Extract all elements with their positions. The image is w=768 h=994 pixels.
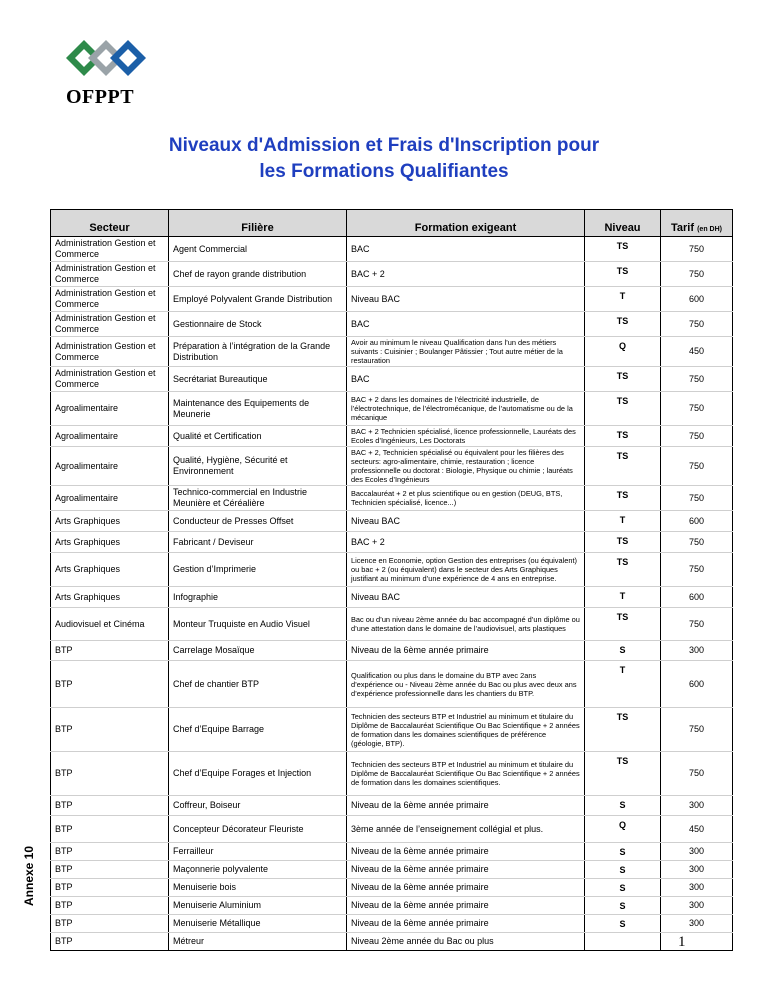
cell-secteur: BTP — [51, 915, 169, 933]
cell-filiere: Menuiserie bois — [169, 879, 347, 897]
cell-formation: Niveau de la 6ème année primaire — [347, 641, 585, 661]
header-niveau: Niveau — [585, 210, 661, 237]
cell-tarif: 750 — [661, 447, 733, 486]
cell-niveau — [585, 933, 661, 951]
cell-filiere: Menuiserie Aluminium — [169, 897, 347, 915]
cell-filiere: Gestion d’Imprimerie — [169, 553, 347, 587]
table-row — [51, 897, 733, 915]
cell-secteur: Administration Gestion et Commerce — [51, 312, 169, 337]
header-filiere: Filière — [169, 210, 347, 237]
cell-formation: Qualification ou plus dans le domaine du BTP avec 2ans d’expérience ou - Niveau 2ème année du Bac ou plus avec deux ans d’expérience professionnelle dans les chantiers du BTP. — [347, 661, 585, 708]
table-row — [51, 532, 733, 553]
cell-secteur: BTP — [51, 861, 169, 879]
cell-tarif: 750 — [661, 392, 733, 426]
cell-secteur: Administration Gestion et Commerce — [51, 287, 169, 312]
cell-niveau: T — [585, 661, 661, 708]
cell-filiere: Qualité et Certification — [169, 426, 347, 447]
cell-tarif: 750 — [661, 367, 733, 392]
cell-niveau: S — [585, 843, 661, 861]
table-row — [51, 879, 733, 897]
table-row — [51, 861, 733, 879]
cell-tarif: 750 — [661, 708, 733, 752]
cell-niveau: TS — [585, 447, 661, 486]
cell-niveau: S — [585, 796, 661, 816]
table-row — [51, 843, 733, 861]
table-row — [51, 661, 733, 708]
cell-secteur: Arts Graphiques — [51, 511, 169, 532]
cell-filiere: Chef de rayon grande distribution — [169, 262, 347, 287]
header-tarif — [661, 210, 733, 237]
cell-secteur: Agroalimentaire — [51, 447, 169, 486]
cell-tarif: 300 — [661, 897, 733, 915]
table-row — [51, 511, 733, 532]
table-row — [51, 933, 733, 951]
cell-secteur: Arts Graphiques — [51, 532, 169, 553]
cell-niveau: S — [585, 861, 661, 879]
cell-secteur: Administration Gestion et Commerce — [51, 337, 169, 367]
cell-secteur: Agroalimentaire — [51, 486, 169, 511]
cell-tarif: 600 — [661, 287, 733, 312]
cell-formation: Niveau de la 6ème année primaire — [347, 843, 585, 861]
cell-secteur: BTP — [51, 661, 169, 708]
cell-niveau: TS — [585, 752, 661, 796]
cell-tarif — [661, 933, 733, 951]
cell-secteur: BTP — [51, 843, 169, 861]
cell-niveau: TS — [585, 392, 661, 426]
cell-tarif: 300 — [661, 796, 733, 816]
cell-niveau: Q — [585, 337, 661, 367]
cell-formation: Niveau de la 6ème année primaire — [347, 897, 585, 915]
table-row — [51, 796, 733, 816]
table-row — [51, 553, 733, 587]
cell-filiere: Gestionnaire de Stock — [169, 312, 347, 337]
table-row — [51, 337, 733, 367]
cell-tarif: 750 — [661, 237, 733, 262]
cell-formation: Niveau de la 6ème année primaire — [347, 879, 585, 897]
cell-formation: BAC — [347, 367, 585, 392]
table-row — [51, 587, 733, 608]
cell-formation: Niveau de la 6ème année primaire — [347, 861, 585, 879]
cell-niveau: T — [585, 511, 661, 532]
cell-formation: BAC + 2 — [347, 262, 585, 287]
cell-secteur: BTP — [51, 752, 169, 796]
table-row — [51, 287, 733, 312]
table-row — [51, 312, 733, 337]
cell-filiere: Infographie — [169, 587, 347, 608]
side-label-text: Annexe 10 — [22, 845, 36, 906]
cell-tarif: 750 — [661, 312, 733, 337]
title-line-1: Niveaux d'Admission et Frais d'Inscription pour — [168, 135, 600, 156]
cell-filiere: Chef de chantier BTP — [169, 661, 347, 708]
table-row — [51, 708, 733, 752]
cell-niveau: TS — [585, 426, 661, 447]
cell-filiere: Secrétariat Bureautique — [169, 367, 347, 392]
cell-tarif: 750 — [661, 553, 733, 587]
cell-filiere: Fabricant / Deviseur — [169, 532, 347, 553]
cell-filiere: Concepteur Décorateur Fleuriste — [169, 816, 347, 843]
cell-tarif: 450 — [661, 816, 733, 843]
cell-formation: Niveau 2ème année du Bac ou plus — [347, 933, 585, 951]
cell-filiere: Monteur Truquiste en Audio Visuel — [169, 608, 347, 641]
cell-niveau: T — [585, 287, 661, 312]
page-number: 1 — [678, 934, 686, 950]
header-tarif-label: Tarif — [671, 222, 695, 234]
table-row — [51, 486, 733, 511]
header-secteur: Secteur — [51, 210, 169, 237]
cell-formation: Bac ou d’un niveau 2ème année du bac accompagné d’un diplôme ou d’une attestation dans le domaine de l’audiovisuel, arts plastiques — [347, 608, 585, 641]
cell-formation: BAC — [347, 312, 585, 337]
cell-niveau: TS — [585, 608, 661, 641]
cell-tarif: 750 — [661, 532, 733, 553]
cell-tarif: 750 — [661, 608, 733, 641]
cell-tarif: 600 — [661, 661, 733, 708]
cell-formation: Technicien des secteurs BTP et Industriel au minimum et titulaire du Diplôme de Baccalauréat Scientifique Ou Bac Scientifique + 2 années de formation dans les domaines scientifiques. — [347, 752, 585, 796]
table-row — [51, 608, 733, 641]
table-row — [51, 447, 733, 486]
table-row — [51, 752, 733, 796]
cell-niveau: TS — [585, 553, 661, 587]
cell-secteur: BTP — [51, 641, 169, 661]
table-row — [51, 915, 733, 933]
cell-formation: 3ème année de l’enseignement collégial et plus. — [347, 816, 585, 843]
cell-tarif: 450 — [661, 337, 733, 367]
cell-niveau: TS — [585, 708, 661, 752]
cell-filiere: Maintenance des Equipements de Meunerie — [169, 392, 347, 426]
header-tarif-unit: (en DH) — [697, 226, 722, 233]
cell-secteur: Agroalimentaire — [51, 426, 169, 447]
cell-filiere: Technico-commercial en Industrie Meunière et Céréalière — [169, 486, 347, 511]
cell-filiere: Conducteur de Presses Offset — [169, 511, 347, 532]
cell-filiere: Chef d’Equipe Forages et Injection — [169, 752, 347, 796]
cell-filiere: Chef d’Equipe Barrage — [169, 708, 347, 752]
cell-formation: Baccalauréat + 2 et plus scientifique ou en gestion (DEUG, BTS, Technicien spécialisé, licence...) — [347, 486, 585, 511]
cell-tarif: 300 — [661, 915, 733, 933]
cell-secteur: Arts Graphiques — [51, 587, 169, 608]
table-row — [51, 367, 733, 392]
cell-secteur: BTP — [51, 897, 169, 915]
cell-tarif: 600 — [661, 511, 733, 532]
cell-niveau: S — [585, 879, 661, 897]
cell-secteur: BTP — [51, 816, 169, 843]
table-row — [51, 237, 733, 262]
cell-niveau: T — [585, 587, 661, 608]
cell-tarif: 300 — [661, 879, 733, 897]
cell-filiere: Agent Commercial — [169, 237, 347, 262]
header-formation: Formation exigeant — [347, 210, 585, 237]
cell-niveau: TS — [585, 367, 661, 392]
cell-niveau: S — [585, 897, 661, 915]
cell-tarif: 300 — [661, 641, 733, 661]
cell-filiere: Préparation à l’intégration de la Grande Distribution — [169, 337, 347, 367]
cell-formation: Niveau BAC — [347, 511, 585, 532]
cell-formation: Licence en Economie, option Gestion des entreprises (ou équivalent) ou bac + 2 (ou équivalent) dans le secteur des Arts Graphiques justifiant au minimum d’une expérience de 4 ans en entreprise. — [347, 553, 585, 587]
cell-formation: BAC — [347, 237, 585, 262]
cell-formation: BAC + 2 Technicien spécialisé, licence professionnelle, Lauréats des Ecoles d’Ingénieurs, Les Doctorats — [347, 426, 585, 447]
page-title — [0, 133, 768, 185]
cell-secteur: Administration Gestion et Commerce — [51, 262, 169, 287]
admission-table — [50, 209, 733, 951]
cell-niveau: TS — [585, 237, 661, 262]
cell-formation: Technicien des secteurs BTP et Industriel au minimum et titulaire du Diplôme de Baccalauréat Scientifique Ou Bac Scientifique + 2 années de formation dans les domaines scientifiques de préférence (géologie, BTP). — [347, 708, 585, 752]
table-body — [51, 237, 733, 951]
cell-formation: Niveau BAC — [347, 287, 585, 312]
cell-secteur: Arts Graphiques — [51, 553, 169, 587]
cell-tarif: 750 — [661, 262, 733, 287]
cell-niveau: S — [585, 641, 661, 661]
cell-filiere: Employé Polyvalent Grande Distribution — [169, 287, 347, 312]
cell-filiere: Maçonnerie polyvalente — [169, 861, 347, 879]
cell-secteur: Audiovisuel et Cinéma — [51, 608, 169, 641]
cell-filiere: Qualité, Hygiène, Sécurité et Environnement — [169, 447, 347, 486]
cell-niveau: TS — [585, 532, 661, 553]
cell-secteur: Administration Gestion et Commerce — [51, 367, 169, 392]
cell-secteur: Agroalimentaire — [51, 392, 169, 426]
cell-filiere: Coffreur, Boiseur — [169, 796, 347, 816]
table-row — [51, 392, 733, 426]
table-row — [51, 426, 733, 447]
cell-secteur: BTP — [51, 796, 169, 816]
cell-secteur: Administration Gestion et Commerce — [51, 237, 169, 262]
cell-filiere: Métreur — [169, 933, 347, 951]
cell-formation: BAC + 2, Technicien spécialisé ou équivalent pour les filières des secteurs: agro-alimentaire, chimie, restauration ; licence professionnelle ou doctorat : Biologie, Physique ou chimie ; lauréats des Ecoles d’Ingénieurs — [347, 447, 585, 486]
cell-tarif: 750 — [661, 486, 733, 511]
cell-formation: BAC + 2 — [347, 532, 585, 553]
table-row — [51, 816, 733, 843]
cell-secteur: BTP — [51, 879, 169, 897]
cell-niveau: Q — [585, 816, 661, 843]
title-line-2: les Formations Qualifiantes — [259, 161, 509, 182]
cell-niveau: TS — [585, 312, 661, 337]
cell-niveau: S — [585, 915, 661, 933]
cell-secteur: BTP — [51, 708, 169, 752]
cell-formation: Niveau BAC — [347, 587, 585, 608]
cell-tarif: 750 — [661, 426, 733, 447]
cell-tarif: 600 — [661, 587, 733, 608]
cell-filiere: Carrelage Mosaïque — [169, 641, 347, 661]
cell-formation: Niveau de la 6ème année primaire — [347, 915, 585, 933]
cell-filiere: Menuiserie Métallique — [169, 915, 347, 933]
logo-text: OFPPT — [66, 86, 135, 108]
cell-filiere: Ferrailleur — [169, 843, 347, 861]
table-header-row — [51, 210, 733, 237]
cell-niveau: TS — [585, 262, 661, 287]
logo-diamond-blue — [110, 40, 146, 76]
cell-formation: Avoir au minimum le niveau Qualification dans l’un des métiers suivants : Cuisinier ; Boulanger Pâtissier ; Tout autre métier de la restauration — [347, 337, 585, 367]
cell-tarif: 300 — [661, 861, 733, 879]
table-row — [51, 262, 733, 287]
cell-formation: BAC + 2 dans les domaines de l’électricité industrielle, de l’électrotechnique, de l’électromécanique, de l’automatisme ou de la mécanique — [347, 392, 585, 426]
cell-secteur: BTP — [51, 933, 169, 951]
side-label — [20, 830, 42, 910]
cell-niveau: TS — [585, 486, 661, 511]
cell-tarif: 750 — [661, 752, 733, 796]
cell-formation: Niveau de la 6ème année primaire — [347, 796, 585, 816]
cell-tarif: 300 — [661, 843, 733, 861]
table-row — [51, 641, 733, 661]
